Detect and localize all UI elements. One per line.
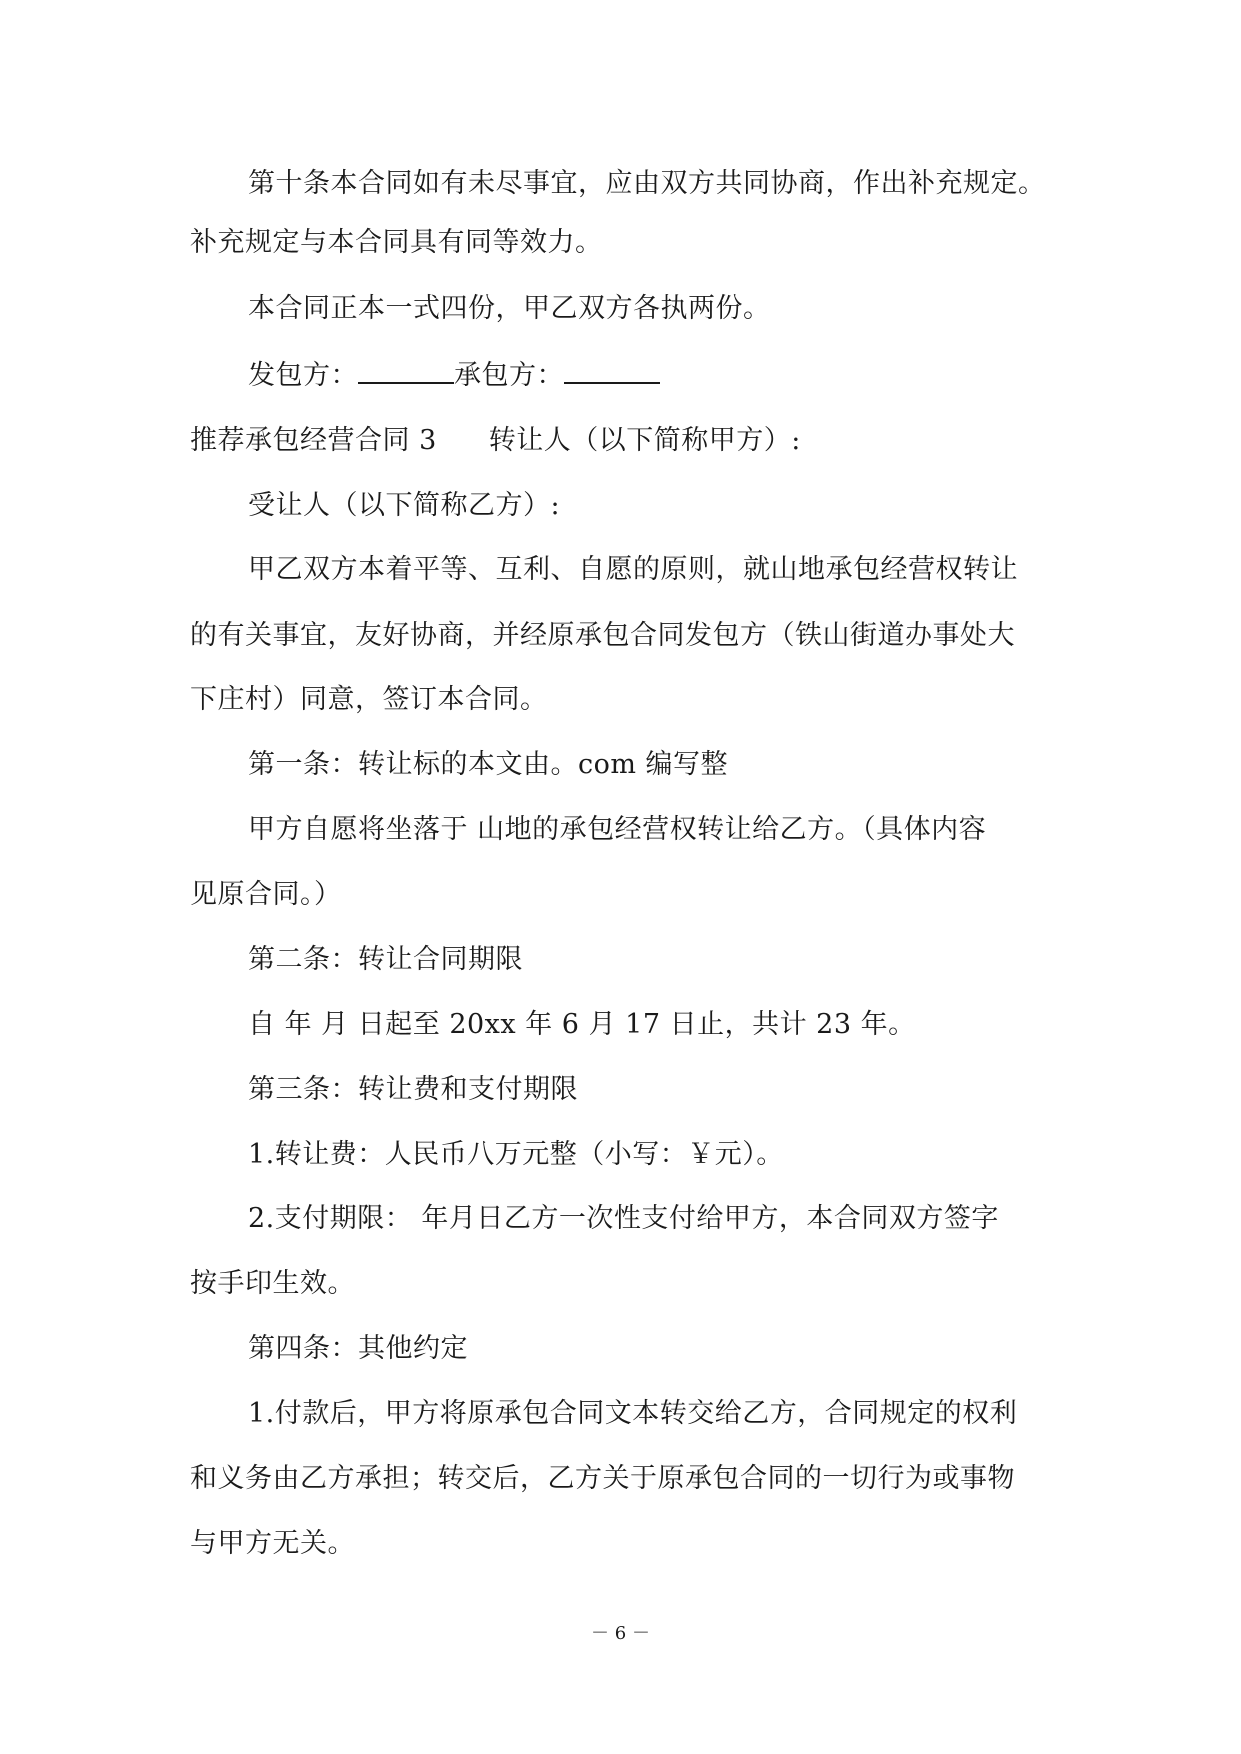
text-line: 本合同正本一式四份，甲乙双方各执两份。: [248, 293, 771, 324]
signature-line: [0, 356, 1241, 394]
text-line: 与甲方无关。: [190, 1528, 355, 1559]
text-line: 的有关事宜，友好协商，并经原承包合同发包方（铁山街道办事处大: [190, 620, 1015, 651]
text-line: 自 年 月 日起至 20xx 年 6 月 17 日止，共计 23 年。: [248, 1009, 916, 1040]
text-line: 2.支付期限： 年月日乙方一次性支付给甲方，本合同双方签字: [248, 1203, 999, 1234]
text-line: 第二条：转让合同期限: [248, 944, 523, 975]
text-line: 和义务由乙方承担；转交后，乙方关于原承包合同的一切行为或事物: [190, 1463, 1015, 1494]
text-line: 第三条：转让费和支付期限: [248, 1074, 578, 1105]
party-a-label: 发包方：: [248, 360, 358, 391]
section-heading: 推荐承包经营合同 3: [190, 425, 437, 456]
text-line: [0, 423, 1241, 459]
text-line: 1.付款后，甲方将原承包合同文本转交给乙方，合同规定的权利: [248, 1398, 1018, 1429]
text-line: 甲方自愿将坐落于 山地的承包经营权转让给乙方。（具体内容: [248, 814, 987, 845]
text-line: 受让人（以下简称乙方）:: [248, 490, 561, 521]
text-line: 第四条：其他约定: [248, 1333, 468, 1364]
signature-blank: [358, 356, 454, 384]
page-number: － 6 －: [591, 1623, 650, 1644]
signature-blank: [564, 356, 660, 384]
text-line: 甲乙双方本着平等、互利、自愿的原则，就山地承包经营权转让: [248, 554, 1018, 585]
text-line: 按手印生效。: [190, 1268, 355, 1299]
text-line: 见原合同。）: [190, 879, 342, 910]
text-line: 第十条本合同如有未尽事宜，应由双方共同协商，作出补充规定。: [248, 168, 1046, 199]
text-line: 第一条：转让标的本文由。com 编写整: [248, 749, 729, 780]
text-line: 下庄村）同意，签订本合同。: [190, 684, 548, 715]
text-line: 补充规定与本合同具有同等效力。: [190, 227, 603, 258]
party-b-label: 承包方：: [454, 360, 564, 391]
text-line: 1.转让费：人民币八万元整（小写：￥元）。: [248, 1139, 784, 1170]
transferor-label: 转让人（以下简称甲方）:: [488, 425, 801, 456]
